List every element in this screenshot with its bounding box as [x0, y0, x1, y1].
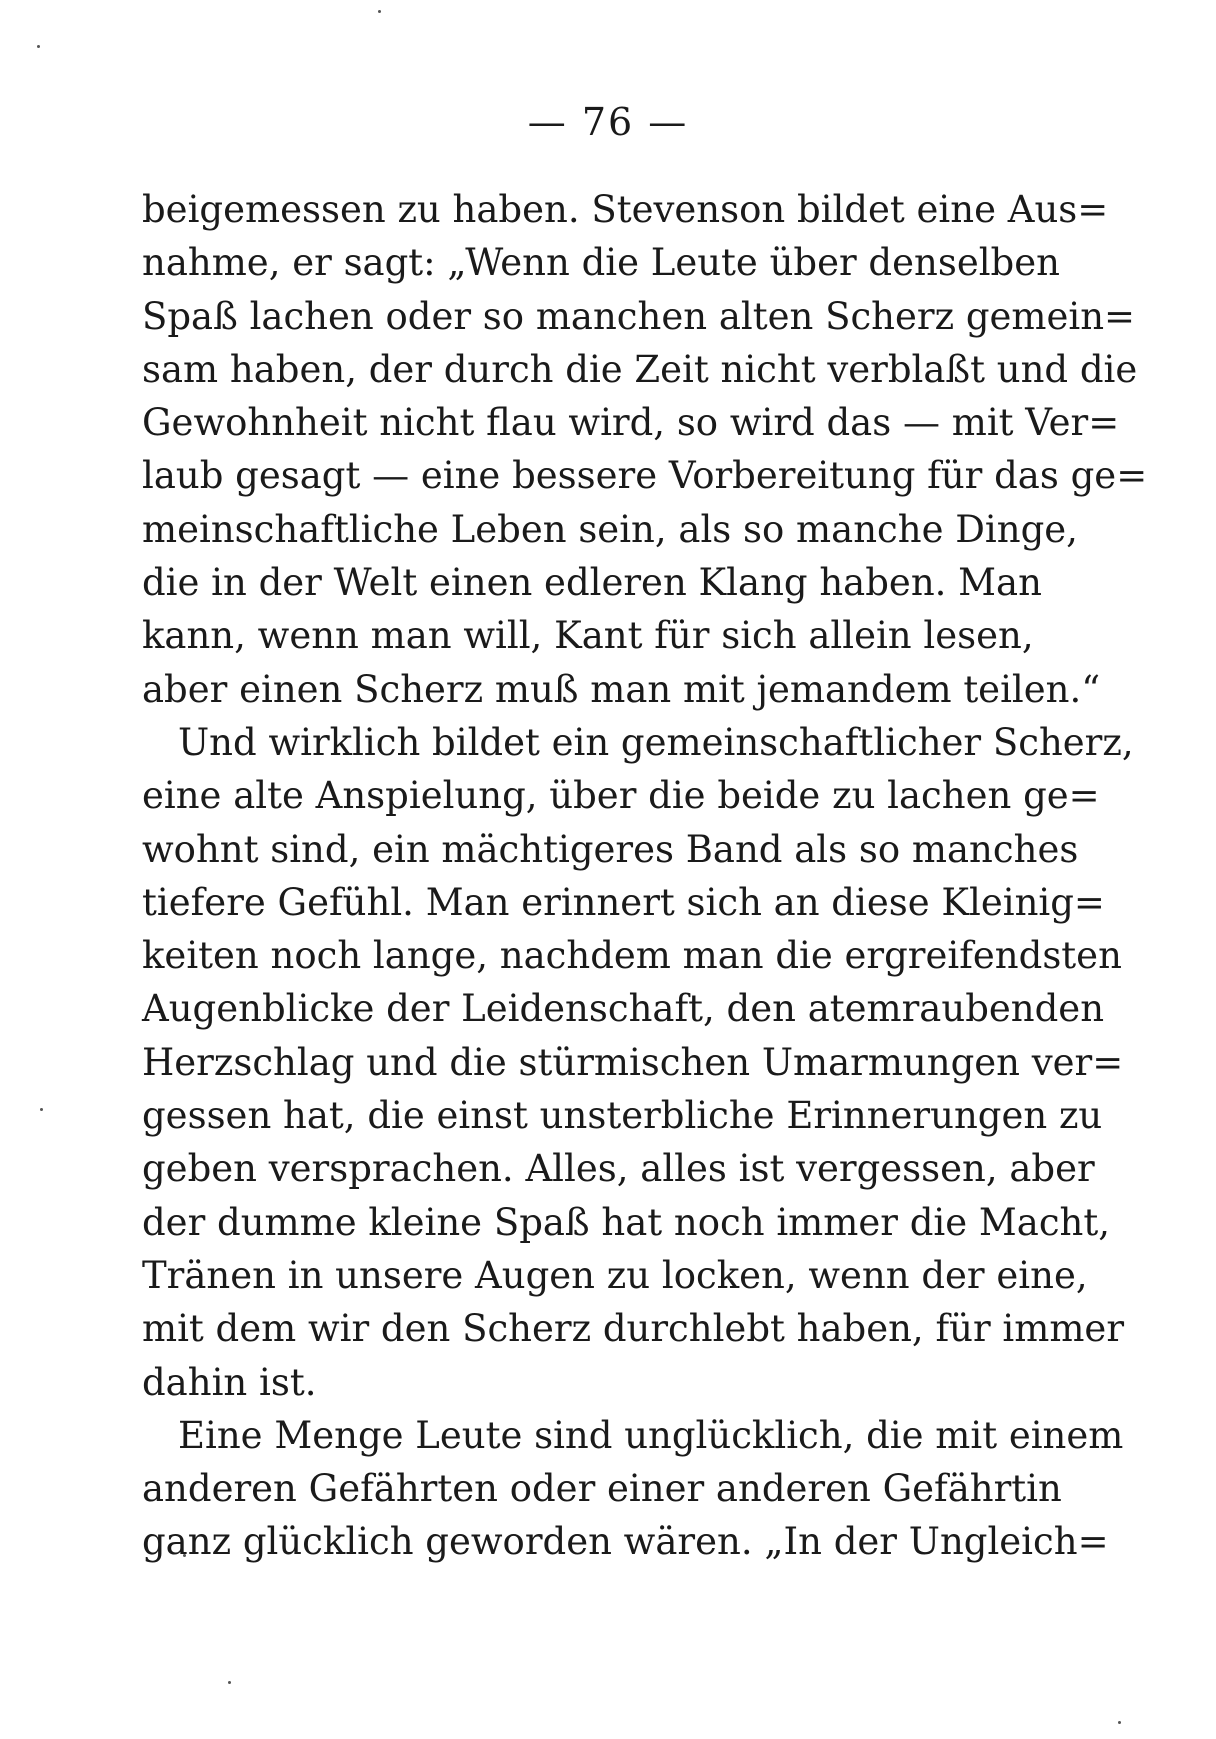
text-line: Augenblicke der Leidenschaft, den atemraubenden: [142, 987, 1105, 1031]
body-text: [142, 183, 1148, 1569]
page-number: — 76 —: [527, 100, 689, 144]
text-line: laub gesagt — eine bessere Vorbereitung für das ge=: [142, 454, 1148, 498]
text-line: geben versprachen. Alles, alles ist vergessen, aber: [142, 1147, 1095, 1191]
text-line: Spaß lachen oder so manchen alten Scherz gemein=: [142, 294, 1136, 338]
text-line: eine alte Anspielung, über die beide zu lachen ge=: [142, 774, 1100, 818]
text-line: kann, wenn man will, Kant für sich allein lesen,: [142, 614, 1034, 658]
text-line: keiten noch lange, nachdem man die ergreifendsten: [142, 934, 1122, 978]
paper-speck: [40, 1108, 43, 1111]
text-line: beigemessen zu haben. Stevenson bildet eine Aus=: [142, 188, 1109, 231]
paragraph-start-line: Und wirklich bildet ein gemeinschaftlicher Scherz,: [178, 720, 1134, 764]
text-line: die in der Welt einen edleren Klang haben. Man: [142, 561, 1042, 605]
text-line: dahin ist.: [142, 1360, 317, 1404]
text-line: der dumme kleine Spaß hat noch immer die Macht,: [142, 1200, 1110, 1244]
text-line: nahme, er sagt: „Wenn die Leute über denselben: [142, 241, 1060, 285]
paper-speck: [228, 1681, 231, 1684]
text-line: Tränen in unsere Augen zu locken, wenn der eine,: [142, 1253, 1088, 1297]
text-line: aber einen Scherz muß man mit jemandem teilen.“: [142, 667, 1101, 711]
text-line: ganz glücklich geworden wären. „In der Ungleich=: [142, 1520, 1109, 1564]
paper-speck: [378, 10, 381, 13]
text-line: Gewohnheit nicht flau wird, so wird das — mit Ver=: [142, 401, 1120, 445]
paper-speck: [1118, 1721, 1121, 1724]
text-line: gessen hat, die einst unsterbliche Erinnerungen zu: [142, 1094, 1103, 1138]
text-line: meinschaftliche Leben sein, als so manche Dinge,: [142, 507, 1078, 551]
paper-speck: [37, 45, 40, 48]
text-line: sam haben, der durch die Zeit nicht verblaßt und die: [142, 347, 1138, 391]
text-line: anderen Gefährten oder einer anderen Gefährtin: [142, 1467, 1062, 1511]
paragraph-start-line: Eine Menge Leute sind unglücklich, die mit einem: [178, 1413, 1124, 1457]
text-line: tiefere Gefühl. Man erinnert sich an diese Kleinig=: [142, 880, 1105, 924]
text-line: wohnt sind, ein mächtigeres Band als so manches: [142, 827, 1079, 871]
text-line: Herzschlag und die stürmischen Umarmungen ver=: [142, 1040, 1124, 1084]
text-line: mit dem wir den Scherz durchlebt haben, für immer: [142, 1307, 1125, 1351]
